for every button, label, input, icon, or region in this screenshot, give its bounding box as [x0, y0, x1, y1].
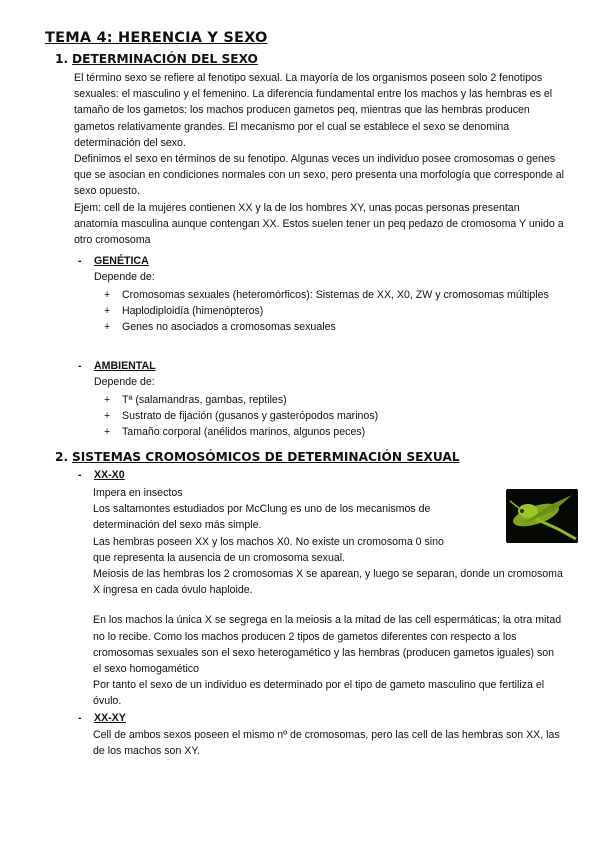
subheading-genetica	[78, 255, 149, 267]
xx-xy-content	[93, 727, 563, 759]
plus-marker: +	[104, 410, 111, 423]
list-item: + Tª (salamandras, gambas, reptiles)	[104, 392, 564, 408]
text-line: determinación del sexo más simple.	[93, 519, 262, 532]
section-1-number: 1.	[55, 52, 69, 66]
list-item: + Tamaño corporal (anélidos marinos, algunos peces)	[104, 424, 564, 440]
list-item: + Cromosomas sexuales (heteromórficos): Sistemas de XX, X0, ZW y cromosomas múltiples	[104, 287, 564, 303]
plus-marker: +	[104, 394, 111, 406]
xx-x0-content	[93, 485, 563, 710]
paragraph: El término sexo se refiere al fenotipo sexual. La mayoría de los organismos poseen solo 2 fenotipos sexuales: el masculino y el femenino. La diferencia fundamental entre los machos y las hembras es el tamaño de los gametos: los machos producen gametos peq, mientras que las hembras producen gametos relativamente grandes. El mecanismo por el cual se establece el sexo se denomina determinación del sexo.	[74, 72, 553, 149]
ambiental-list	[104, 392, 564, 441]
section-2-heading	[55, 450, 460, 464]
list-item: + Genes no asociados a cromosomas sexuales	[104, 319, 564, 335]
grasshopper-icon	[506, 489, 578, 543]
list-item: + Sustrato de fijación (gusanos y gasterópodos marinos)	[104, 408, 564, 424]
dash-marker: -	[78, 469, 82, 481]
subheading-xx-xy	[78, 712, 126, 724]
subheading-ambiental	[78, 360, 156, 372]
text-line: que representa la ausencia de un cromosoma sexual.	[93, 551, 346, 564]
plus-marker: +	[104, 321, 111, 334]
section-1-heading	[55, 52, 258, 66]
section-2-number: 2.	[55, 450, 69, 464]
grasshopper-image	[506, 489, 578, 543]
plus-marker: +	[104, 289, 111, 301]
dash-marker: -	[78, 360, 82, 372]
subheading-label: GENÉTICA	[94, 255, 149, 267]
paragraph: En los machos la única X se segrega en la meiosis a la mitad de las cell espermáticas; la otra mitad no lo recibe. Como los machos producen 2 tipos de gametos diferentes con respecto a los cromosomas sexuales son el sexo heterogamético y las hembras (producen gametos iguales) son el sexo homogamético	[93, 614, 562, 676]
depends-label: Depende de:	[94, 271, 155, 283]
subheading-label: XX-X0	[94, 469, 125, 481]
subheading-label: AMBIENTAL	[94, 360, 156, 372]
page-title: TEMA 4: HERENCIA Y SEXO	[45, 30, 268, 46]
plus-marker: +	[104, 305, 111, 318]
paragraph: Cell de ambos sexos poseen el mismo nº de cromosomas, pero las cell de las hembras son XX, las de los machos son XY.	[93, 729, 560, 758]
depends-label: Depende de:	[94, 376, 155, 388]
text-line: Impera en insectos	[93, 487, 183, 499]
subheading-label: XX-XY	[94, 712, 126, 724]
dash-marker: -	[78, 712, 82, 724]
paragraph: Por tanto el sexo de un individuo es determinado por el tipo de gameto masculino que fertiliza el óvulo.	[93, 679, 545, 708]
subheading-xx-x0	[78, 469, 125, 481]
paragraph: Ejem: cell de la mujeres contienen XX y la de los hombres XY, unas pocas personas presentan anatomía masculina aunque contengan XX. Estos suelen tener un peq pedazo de cromosoma Y unido a otro cromosoma	[74, 201, 564, 247]
text-line: Las hembras poseen XX y los machos X0. No existe un cromosoma 0 sino	[93, 535, 444, 548]
paragraph: Meiosis de las hembras los 2 cromosomas X se aparean, y luego se separan, donde un cromosoma X ingresa en cada óvulo haploide.	[93, 568, 563, 597]
section-2-title: SISTEMAS CROMOSÓMICOS DE DETERMINACIÓN SEXUAL	[72, 450, 460, 464]
text-line: Los saltamontes estudiados por McClung es uno de los mecanismos de	[93, 503, 431, 516]
plus-marker: +	[104, 426, 111, 439]
paragraph: Definimos el sexo en términos de su fenotipo. Algunas veces un individuo posee cromosomas o genes que se asocian en condiciones normales con un sexo, pero presenta una morfología que corresponde al sexo opuesto.	[74, 153, 564, 198]
genetica-list	[104, 287, 564, 336]
section-1-title: DETERMINACIÓN DEL SEXO	[72, 52, 258, 66]
list-item: + Haplodiploidía (himenópteros)	[104, 303, 564, 319]
dash-marker: -	[78, 255, 82, 267]
section-1-intro	[74, 70, 564, 248]
